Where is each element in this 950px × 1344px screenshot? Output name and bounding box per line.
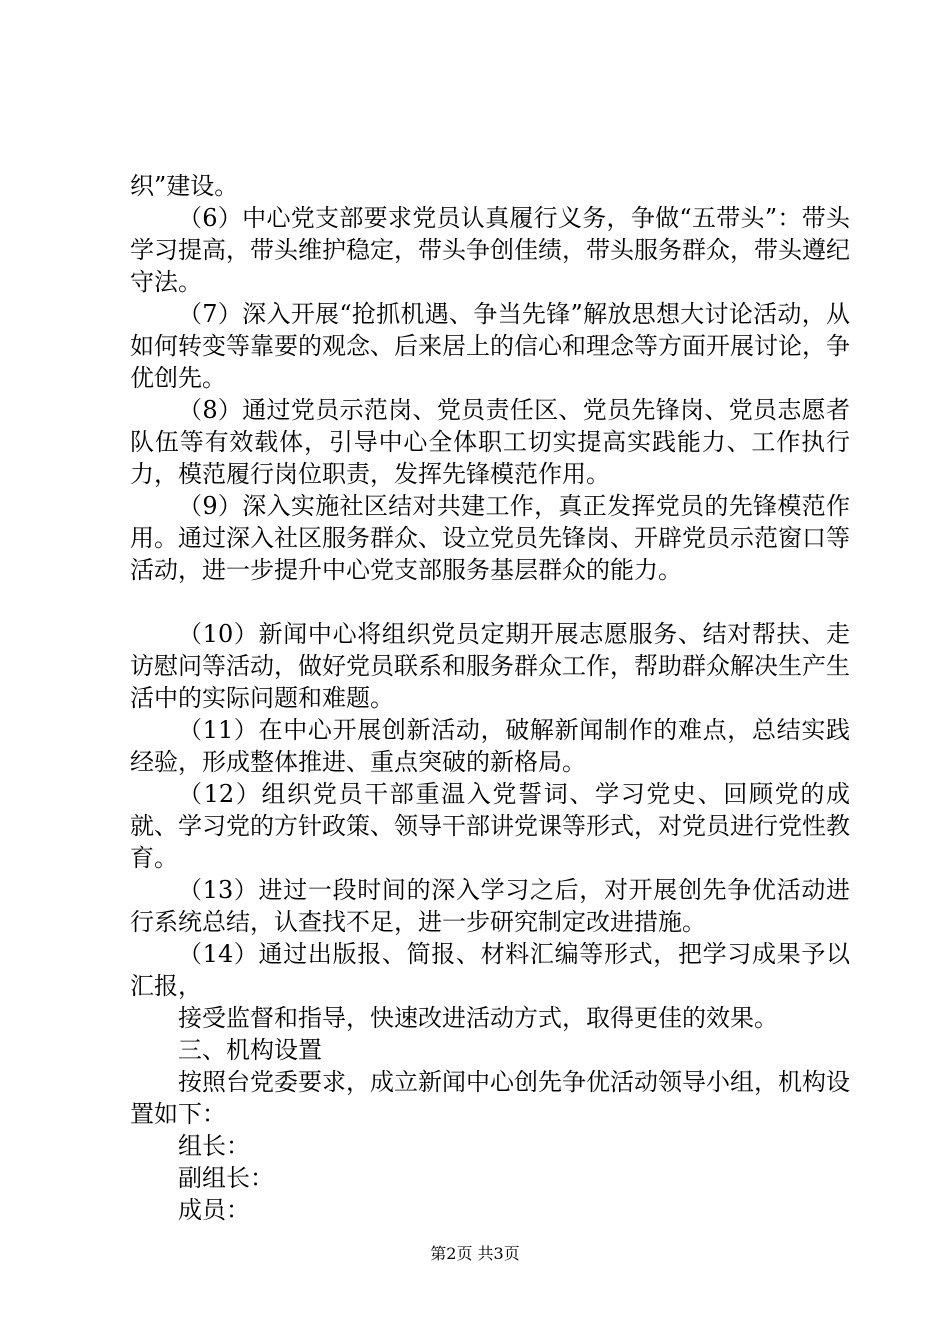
paragraph-item-14-continued: 接受监督和指导，快速改进活动方式，取得更佳的效果。	[178, 1004, 778, 1032]
paragraph-item-14: （14）通过出版报、简报、材料汇编等形式，把学习成果予以汇报，	[130, 940, 850, 1000]
role-deputy-leader: 副组长：	[178, 1164, 274, 1192]
page-number: 第2页 共3页	[430, 1244, 520, 1263]
paragraph-item-10: （10）新闻中心将组织党员定期开展志愿服务、结对帮扶、走访慰问等活动，做好党员联系和服务群众工作，帮助群众解决生产生活中的实际问题和难题。	[130, 620, 850, 712]
paragraph-item-9: （9）深入实施社区结对共建工作，真正发挥党员的先锋模范作用。通过深入社区服务群众、设立党员先锋岗、开辟党员示范窗口等活动，进一步提升中心党支部服务基层群众的能力。	[130, 492, 850, 584]
role-members: 成员：	[178, 1196, 250, 1224]
paragraph-item-7: （7）深入开展“抢抓机遇、争当先锋”解放思想大讨论活动，从如何转变等靠要的观念、后来居上的信心和理念等方面开展讨论，争优创先。	[130, 300, 850, 392]
paragraph-item-13: （13）进过一段时间的深入学习之后，对开展创先争优活动进行系统总结，认查找不足，进一步研究制定改进措施。	[130, 876, 850, 936]
paragraph-gap	[130, 586, 850, 618]
paragraph-item-8: （8）通过党员示范岗、党员责任区、党员先锋岗、党员志愿者队伍等有效载体，引导中心全体职工切实提高实践能力、工作执行力，模范履行岗位职责，发挥先锋模范作用。	[130, 396, 850, 488]
document-body	[130, 170, 850, 1226]
paragraph-item-11: （11）在中心开展创新活动，破解新闻制作的难点，总结实践经验，形成整体推进、重点突破的新格局。	[130, 716, 850, 776]
paragraph-continuation: 织”建设。	[130, 172, 239, 200]
role-leader: 组长：	[178, 1132, 250, 1160]
paragraph-item-12: （12）组织党员干部重温入党誓词、学习党史、回顾党的成就、学习党的方针政策、领导干部讲党课等形式，对党员进行党性教育。	[130, 780, 850, 872]
section-heading: 三、机构设置	[178, 1036, 322, 1064]
paragraph-item-6: （6）中心党支部要求党员认真履行义务，争做“五带头”：带头学习提高，带头维护稳定，带头争创佳绩，带头服务群众，带头遵纪守法。	[130, 204, 850, 296]
paragraph-organization: 按照台党委要求，成立新闻中心创先争优活动领导小组，机构设置如下：	[130, 1068, 850, 1128]
